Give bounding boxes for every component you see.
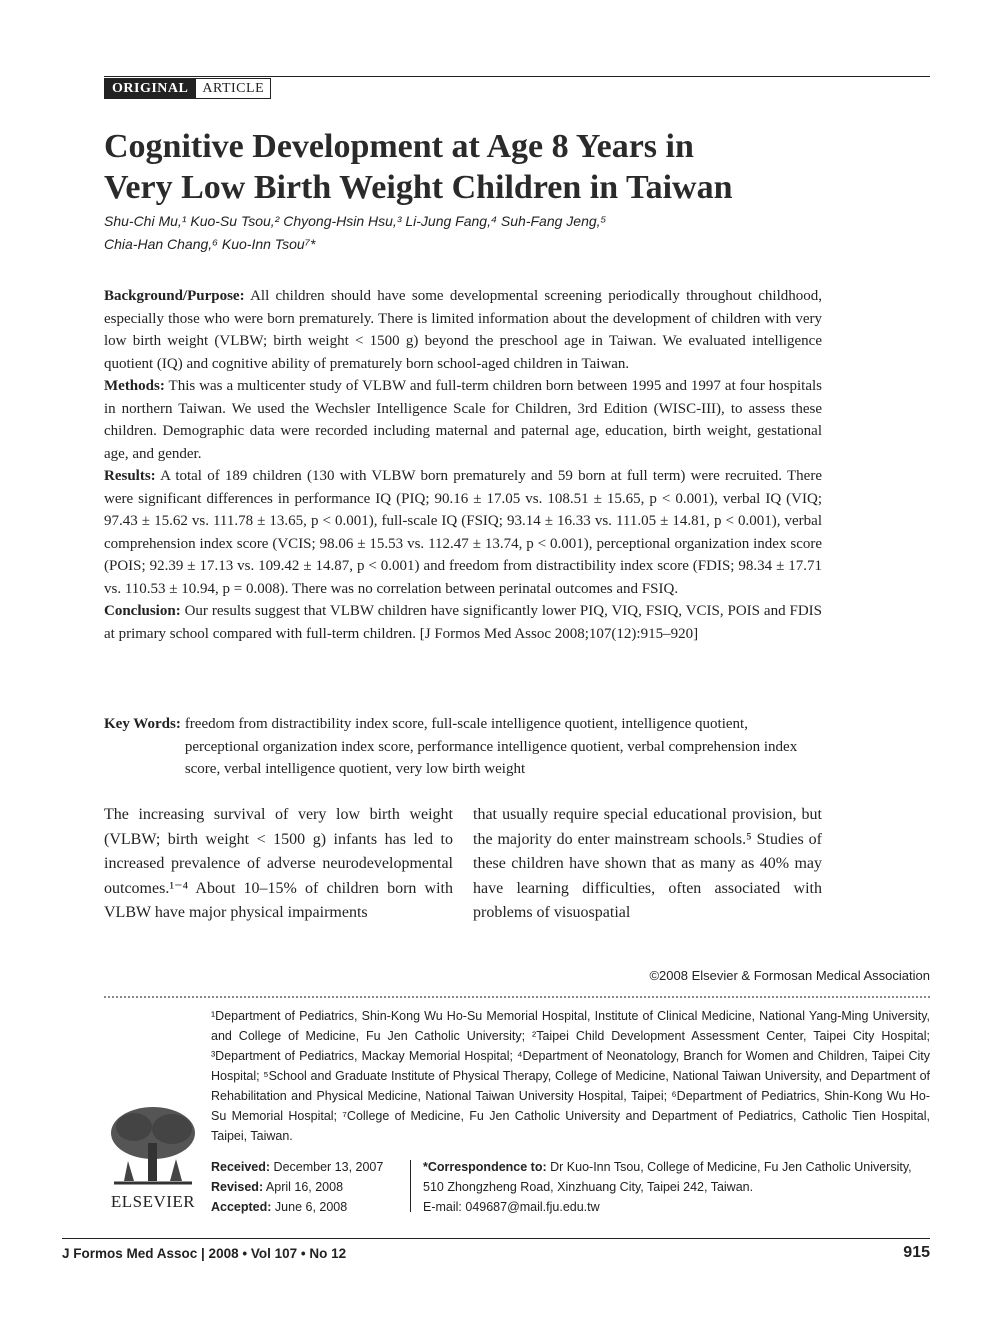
correspondence xyxy=(423,1157,930,1217)
key-words xyxy=(104,713,822,781)
abstract-methods xyxy=(104,375,822,465)
tag-original: ORIGINAL xyxy=(104,78,196,99)
methods-text: This was a multicenter study of VLBW and full-term children born between 1995 and 1997 at four hospitals in northern Taiwan. We used the Wechsler Intelligence Scale for Children, 3rd Edition (WISC-III), to assess these children. Demographic data were recorded including maternal and paternal age, education, birth weight, gestational age, and gender. xyxy=(104,378,822,462)
publisher-name: ELSEVIER xyxy=(110,1192,196,1211)
page-number: 915 xyxy=(903,1244,930,1261)
elsevier-tree-logo-icon xyxy=(104,1103,202,1189)
article-title xyxy=(104,126,904,208)
revised-label: Revised: xyxy=(211,1180,264,1194)
title-line-2: Very Low Birth Weight Children in Taiwan xyxy=(104,169,733,206)
correspondence-line-2: 510 Zhongzheng Road, Xinzhuang City, Taipei 242, Taiwan. xyxy=(423,1180,754,1194)
key-words-label: Key Words: xyxy=(104,716,181,732)
received-label: Received: xyxy=(211,1160,271,1174)
dates-divider xyxy=(410,1160,411,1212)
accepted-label: Accepted: xyxy=(211,1200,272,1214)
received-date xyxy=(211,1157,383,1177)
dotted-divider xyxy=(104,996,930,998)
results-label: Results: xyxy=(104,468,156,484)
results-text: A total of 189 children (130 with VLBW born prematurely and 59 born at full term) were recruited. There were significant differences in performance IQ (PIQ; 90.16 ± 17.05 vs. 108.51 ± 15.65, p < 0.001), verbal IQ (VIQ; 97.43 ± 15.62 vs. 111.78 ± 13.65, p < 0.001), full-scale IQ (FSIQ; 93.14 ± 16.33 vs. 111.05 ± 14.81, p < 0.001), verbal comprehension index score (VCIS; 98.06 ± 15.53 vs. 112.47 ± 13.74, p < 0.001), perceptional organization index score (POIS; 92.39 ± 17.13 vs. 109.42 ± 14.87, p < 0.001) and freedom from distractibility index score (FDIS; 98.34 ± 17.71 vs. 110.53 ± 10.94, p = 0.008). There was no correlation between perinatal outcomes and FSIQ. xyxy=(104,468,822,597)
methods-label: Methods: xyxy=(104,378,165,394)
footer-rule xyxy=(62,1238,930,1239)
background-text: All children should have some developmental screening periodically throughout childhood, especially those who were born prematurely. There is limited information about the development of children with very low birth weight (VLBW; birth weight < 1500 g) beyond the preschool age in Taiwan. We evaluated intelligence quotient (IQ) and cognitive ability of prematurely born school-aged children in Taiwan. xyxy=(104,288,822,372)
article-dates xyxy=(211,1157,383,1217)
authors-line-1: Shu-Chi Mu,¹ Kuo-Su Tsou,² Chyong-Hsin Hsu,³ Li-Jung Fang,⁴ Suh-Fang Jeng,⁵ xyxy=(104,213,607,229)
tag-article: ARTICLE xyxy=(196,78,271,99)
affiliations: ¹Department of Pediatrics, Shin-Kong Wu Ho-Su Memorial Hospital, Institute of Clinical Medicine, National Yang-Ming University, and College of Medicine, Fu Jen Catholic University; ²Taipei Child Development Assessment Center, Taipei City Hospital; ³Department of Pediatrics, Mackay Memorial Hospital; ⁴Department of Neonatology, Branch for Women and Children, Taipei City Hospital; ⁵School and Graduate Institute of Physical Therapy, College of Medicine, National Taiwan University, and Department of Rehabilitation and Physical Medicine, National Taiwan University Hospital, Taipei; ⁶Department of Pediatrics, Shin-Kong Wu Ho-Su Memorial Hospital; ⁷College of Medicine, Fu Jen Catholic University and Department of Pediatrics, Catholic Tien Hospital, Taipei, Taiwan. xyxy=(211,1009,930,1143)
abstract-conclusion xyxy=(104,600,822,645)
accepted-date xyxy=(211,1197,383,1217)
correspondence-line-1-text: Dr Kuo-Inn Tsou, College of Medicine, Fu Jen Catholic University, xyxy=(550,1160,912,1174)
copyright-notice: ©2008 Elsevier & Formosan Medical Association xyxy=(649,968,930,983)
key-words-text: freedom from distractibility index score, full-scale intelligence quotient, intelligence quotient, perceptional organization index score, performance intelligence quotient, verbal comprehension index score, verbal intelligence quotient, very low birth weight xyxy=(184,716,798,777)
journal-citation: J Formos Med Assoc | 2008 • Vol 107 • No 12 xyxy=(62,1246,347,1261)
correspondence-email[interactable]: E-mail: 049687@mail.fju.edu.tw xyxy=(423,1200,600,1214)
article-type-tag xyxy=(104,78,271,99)
correspondence-line-1 xyxy=(423,1157,930,1177)
revised-date xyxy=(211,1177,383,1197)
background-label: Background/Purpose: xyxy=(104,288,245,304)
authors-line-2: Chia-Han Chang,⁶ Kuo-Inn Tsou⁷* xyxy=(104,236,316,252)
accepted-value: June 6, 2008 xyxy=(274,1200,348,1214)
conclusion-label: Conclusion: xyxy=(104,603,181,619)
revised-value: April 16, 2008 xyxy=(265,1180,344,1194)
received-value: December 13, 2007 xyxy=(273,1160,384,1174)
abstract-background xyxy=(104,285,822,375)
abstract xyxy=(104,285,822,645)
conclusion-text: Our results suggest that VLBW children have significantly lower PIQ, VIQ, FSIQ, VCIS, POIS and FDIS at primary school compared with full-term children. [J Formos Med Assoc 2008;107(12):915–920] xyxy=(104,603,822,642)
body-column-2: that usually require special educational provision, but the majority do enter mainstream schools.⁵ Studies of these children have shown that as many as 40% may have learning difficulties, often associated with problems of visuospatial xyxy=(473,806,822,921)
body-column-1: The increasing survival of very low birth weight (VLBW; birth weight < 1500 g) infants has led to increased prevalence of adverse neurodevelopmental outcomes.¹⁻⁴ About 10–15% of children born with VLBW have major physical impairments xyxy=(104,806,453,921)
author-list xyxy=(104,210,804,256)
abstract-results xyxy=(104,465,822,600)
title-line-1: Cognitive Development at Age 8 Years in xyxy=(104,128,694,165)
correspondence-label: *Correspondence to: xyxy=(423,1160,547,1174)
header-rule xyxy=(104,76,930,77)
